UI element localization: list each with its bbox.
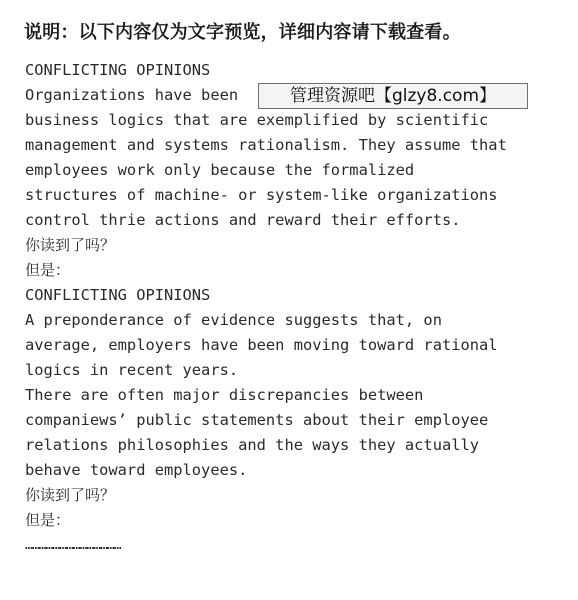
body-text-line: companiews’ public statements about their employee <box>25 411 489 429</box>
ellipsis-line: …………………………………… <box>25 538 121 553</box>
body-text-line: management and systems rationalism. They assume that <box>25 136 507 154</box>
body-text-line: A preponderance of evidence suggests that, on <box>25 311 442 329</box>
body-text-line: employees work only because the formalized <box>25 161 415 179</box>
body-text-line: business logics that are exemplified by scientific <box>25 111 489 129</box>
body-text-line: Organizations have been <box>25 86 239 104</box>
body-text-line: relations philosophies and the ways they actually <box>25 436 480 454</box>
section-heading: CONFLICTING OPINIONS <box>25 286 211 304</box>
question-prompt: 你读到了吗？ <box>25 486 116 504</box>
transition-label: 但是： <box>25 511 71 529</box>
body-text-line: There are often major discrepancies between <box>25 386 424 404</box>
section-heading: CONFLICTING OPINIONS <box>25 61 211 79</box>
body-text-line: control thrie actions and reward their efforts. <box>25 211 461 229</box>
question-prompt: 你读到了吗？ <box>25 236 116 254</box>
document-body <box>25 58 565 558</box>
watermark-banner: 管理资源吧【glzy8.com】 <box>258 83 528 109</box>
body-text-line: behave toward employees. <box>25 461 248 479</box>
body-text-line: logics in recent years. <box>25 361 239 379</box>
preview-notice: 说明：以下内容仅为文字预览，详细内容请下载查看。 <box>24 22 461 43</box>
transition-label: 但是： <box>25 261 71 279</box>
body-text-line: structures of machine- or system-like organizations <box>25 186 498 204</box>
body-text-line: average, employers have been moving toward rational <box>25 336 498 354</box>
